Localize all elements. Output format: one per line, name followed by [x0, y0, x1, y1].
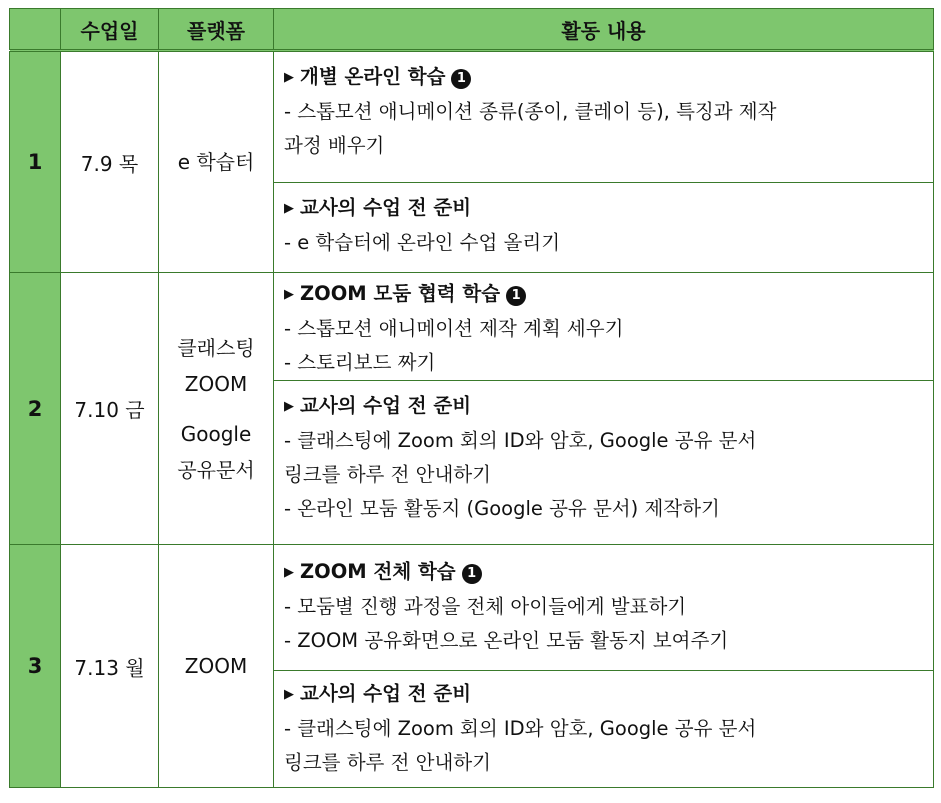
platform-cell: [159, 545, 274, 788]
activity-line: 링크를 하루 전 안내하기: [284, 463, 491, 486]
number-one-badge-icon: 1: [451, 69, 471, 89]
activity-line: - e 학습터에 온라인 수업 올리기: [284, 231, 561, 254]
activity-cell: [274, 671, 934, 788]
activity-title: ▶ 교사의 수업 전 준비: [284, 389, 919, 424]
header-row: [10, 9, 934, 51]
class-date: 7.13 월: [61, 545, 159, 788]
triangle-bullet-icon: ▶: [284, 201, 294, 216]
number-one-badge-icon: 1: [506, 286, 526, 306]
platform-line: ZOOM: [184, 654, 248, 678]
triangle-bullet-icon: ▶: [284, 70, 294, 85]
activity-line: - 모둠별 진행 과정을 전체 아이들에게 발표하기: [284, 595, 687, 618]
header-platform: 플랫폼: [159, 9, 274, 51]
platform-line: 클래스팅: [177, 335, 255, 360]
activity-cell: [274, 51, 934, 183]
activity-cell: [274, 545, 934, 671]
activity-line: - 클래스팅에 Zoom 회의 ID와 암호, Google 공유 문서: [284, 429, 757, 452]
class-date: 7.9 목: [61, 51, 159, 273]
triangle-bullet-icon: ▶: [284, 565, 294, 580]
activity-line: 링크를 하루 전 안내하기: [284, 751, 491, 774]
schedule-table: [9, 8, 934, 788]
platform-cell: [159, 51, 274, 273]
activity-title: ▶ 교사의 수업 전 준비: [284, 677, 919, 712]
activity-line: - 스톱모션 애니메이션 종류(종이, 클레이 등), 특징과 제작: [284, 100, 777, 123]
activity-cell: [274, 183, 934, 273]
table-row: [10, 545, 934, 671]
platform-line: ZOOM: [184, 371, 248, 396]
activity-cell: [274, 273, 934, 381]
header-date: 수업일: [61, 9, 159, 51]
activity-line: - 온라인 모둠 활동지 (Google 공유 문서) 제작하기: [284, 497, 720, 520]
table-row: [10, 51, 934, 183]
activity-line: - 스톱모션 애니메이션 제작 계획 세우기: [284, 317, 624, 340]
activity-line: 과정 배우기: [284, 134, 385, 157]
header-activity: 활동 내용: [274, 9, 934, 51]
activity-title: ▶ ZOOM 모둠 협력 학습 1: [284, 277, 919, 312]
activity-line: - 스토리보드 짜기: [284, 351, 436, 374]
row-number: 3: [10, 545, 61, 788]
activity-line: - 클래스팅에 Zoom 회의 ID와 암호, Google 공유 문서: [284, 717, 757, 740]
row-number: 1: [10, 51, 61, 273]
platform-line: Google: [180, 421, 252, 446]
activity-line: - ZOOM 공유화면으로 온라인 모둠 활동지 보여주기: [284, 629, 729, 652]
platform-line: e 학습터: [177, 150, 255, 174]
activity-cell: [274, 381, 934, 545]
platform-cell: [159, 273, 274, 545]
activity-title: ▶ ZOOM 전체 학습 1: [284, 555, 919, 590]
platform-gap: [159, 402, 273, 416]
header-num: [10, 9, 61, 51]
platform-line: 공유문서: [177, 457, 255, 482]
activity-title: ▶ 개별 온라인 학습 1: [284, 60, 919, 95]
class-date: 7.10 금: [61, 273, 159, 545]
triangle-bullet-icon: ▶: [284, 287, 294, 302]
number-one-badge-icon: 1: [462, 564, 482, 584]
triangle-bullet-icon: ▶: [284, 399, 294, 414]
triangle-bullet-icon: ▶: [284, 687, 294, 702]
activity-title: ▶ 교사의 수업 전 준비: [284, 191, 919, 226]
row-number: 2: [10, 273, 61, 545]
table-row: [10, 273, 934, 381]
